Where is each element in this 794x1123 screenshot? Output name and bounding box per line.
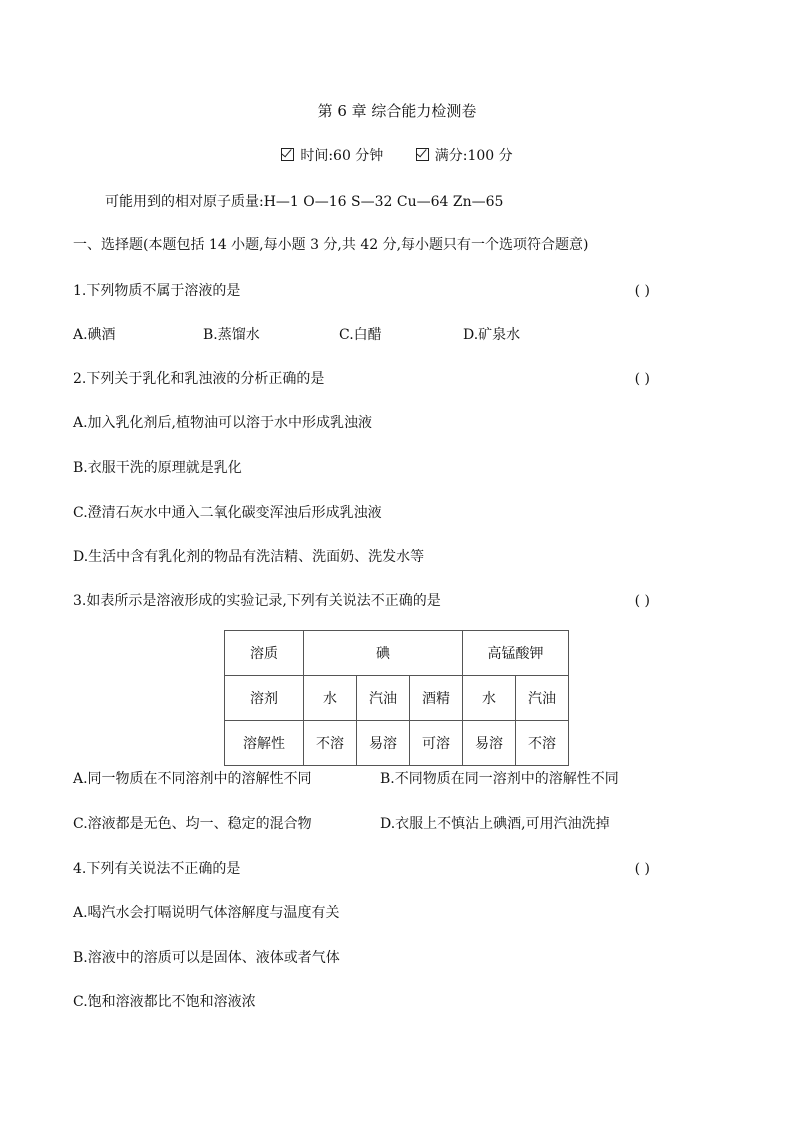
table-cell: 汽油 [516, 676, 569, 721]
question-3-stem: 3.如表所示是溶液形成的实验记录,下列有关说法不正确的是 ( ) [73, 593, 650, 609]
table-cell: 可溶 [410, 721, 463, 766]
table-cell: 易溶 [357, 721, 410, 766]
answer-bracket: ( ) [634, 371, 650, 387]
score-meta: 满分:100 分 [416, 146, 513, 166]
option-d: D.生活中含有乳化剂的物品有洗洁精、洗面奶、洗发水等 [73, 549, 425, 565]
option-c: C.溶液都是无色、均一、稳定的混合物 [73, 816, 312, 832]
question-1-stem: 1.下列物质不属于溶液的是 ( ) [73, 283, 650, 299]
table-cell: 碘 [304, 631, 463, 676]
time-meta: 时间:60 分钟 [281, 146, 383, 166]
option-c: C.饱和溶液都比不饱和溶液浓 [73, 994, 256, 1010]
page-title: 第 6 章 综合能力检测卷 [317, 102, 477, 120]
table-cell: 高锰酸钾 [463, 631, 569, 676]
table-cell: 不溶 [304, 721, 357, 766]
table-cell: 溶剂 [225, 676, 304, 721]
section-heading: 一、选择题(本题包括 14 小题,每小题 3 分,共 42 分,每小题只有一个选项符合题意) [73, 237, 589, 253]
option-a: A.碘酒 [73, 327, 116, 343]
checkbox-icon [281, 148, 294, 161]
option-a: A.同一物质在不同溶剂中的溶解性不同 [73, 771, 312, 787]
table-cell: 水 [463, 676, 516, 721]
option-b: B.衣服干洗的原理就是乳化 [73, 460, 242, 476]
answer-bracket: ( ) [634, 283, 650, 299]
question-2-stem: 2.下列关于乳化和乳浊液的分析正确的是 ( ) [73, 371, 650, 387]
option-b: B.蒸馏水 [203, 327, 260, 343]
table-row [225, 676, 569, 721]
option-c: C.澄清石灰水中通入二氧化碳变浑浊后形成乳浊液 [73, 505, 382, 521]
option-a: A.喝汽水会打嗝说明气体溶解度与温度有关 [73, 905, 340, 921]
table-cell: 溶质 [225, 631, 304, 676]
solubility-table [224, 630, 569, 766]
option-b: B.溶液中的溶质可以是固体、液体或者气体 [73, 950, 340, 966]
answer-bracket: ( ) [634, 861, 650, 877]
option-a: A.加入乳化剂后,植物油可以溶于水中形成乳浊液 [73, 415, 373, 431]
table-cell: 不溶 [516, 721, 569, 766]
answer-bracket: ( ) [634, 593, 650, 609]
table-row [225, 631, 569, 676]
atomic-mass-note: 可能用到的相对原子质量:H—1 O—16 S—32 Cu—64 Zn—65 [105, 194, 504, 210]
checkbox-icon [416, 148, 429, 161]
option-d: D.衣服上不慎沾上碘酒,可用汽油洗掉 [380, 816, 610, 832]
table-cell: 汽油 [357, 676, 410, 721]
table-cell: 酒精 [410, 676, 463, 721]
option-b: B.不同物质在同一溶剂中的溶解性不同 [380, 771, 619, 787]
option-d: D.矿泉水 [463, 327, 521, 343]
table-row [225, 721, 569, 766]
table-cell: 溶解性 [225, 721, 304, 766]
exam-meta [0, 146, 794, 166]
table-cell: 水 [304, 676, 357, 721]
table-cell: 易溶 [463, 721, 516, 766]
option-c: C.白醋 [339, 327, 382, 343]
question-4-stem: 4.下列有关说法不正确的是 ( ) [73, 861, 650, 877]
